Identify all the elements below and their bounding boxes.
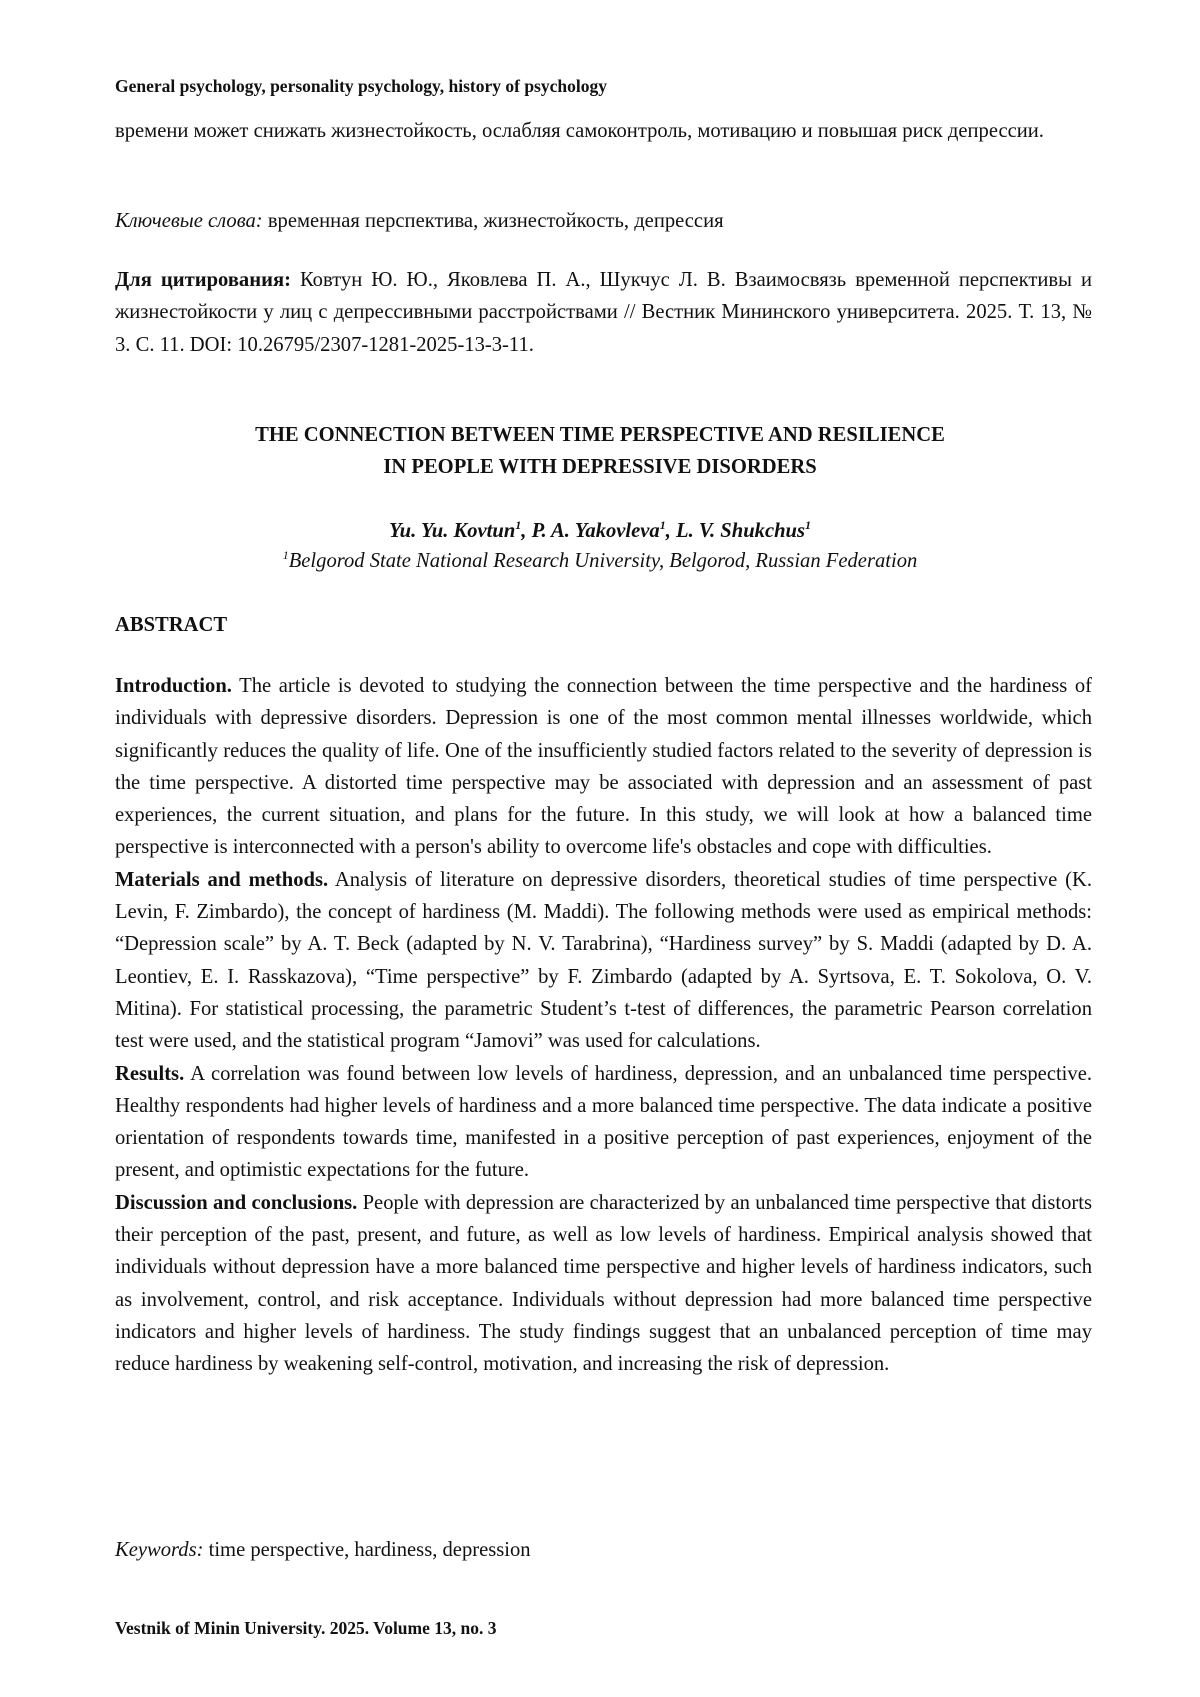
ru-keywords: [115, 205, 1092, 237]
ru-keywords-label: Ключевые слова:: [115, 210, 263, 232]
author: P. A. Yakovleva: [531, 520, 660, 542]
abstract-discussion: [115, 1187, 1092, 1381]
ru-citation-text: Ковтун Ю. Ю., Яковлева П. А., Шукчус Л. В. Взаимосвязь временной перспективы и жизнестойкости у лиц с депрессивными расстройствами // Вестник Мининского университета. 2025. Т. 13, № 3. С. 11. DOI: 10.26795/2307-1281-2025-13-3-11.: [115, 269, 1092, 356]
affiliation-text: Belgorod State National Research University, Belgorod, Russian Federation: [288, 550, 918, 572]
section-text: The article is devoted to studying the connection between the time perspective and the hardiness of individuals with depressive disorders. Depression is one of the most common mental illnesses worldwide, which significantly reduces the quality of life. One of the insufficiently studied factors related to the severity of depression is the time perspective. A distorted time perspective may be associated with depression and an assessment of past experiences, the current situation, and plans for the future. In this study, we will look at how a balanced time perspective is interconnected with a person's ability to overcome life's obstacles and cope with difficulties.: [115, 675, 1092, 859]
abstract-methods: [115, 864, 1092, 1058]
author-affiliation-mark: 1: [805, 518, 812, 533]
abstract-results: [115, 1058, 1092, 1187]
section-label: Discussion and conclusions.: [115, 1191, 358, 1214]
title-line-2: IN PEOPLE WITH DEPRESSIVE DISORDERS: [383, 456, 817, 479]
authors: Yu. Yu. Kovtun$^1$, P. A. Yakovleva$^1$, L. V. Shukchus$^1$: [388, 518, 812, 542]
page-footer: Vestnik of Minin University. 2025. Volume 13, no. 3: [115, 1618, 497, 1638]
title-line-1: THE CONNECTION BETWEEN TIME PERSPECTIVE AND RESILIENCE: [255, 424, 945, 446]
keywords: [115, 1534, 1092, 1566]
author-affiliation-mark: 1: [659, 518, 666, 533]
section-label: Materials and methods.: [115, 868, 329, 891]
section-label: Results.: [115, 1062, 185, 1085]
abstract-body: [115, 670, 1092, 1381]
affiliation: [0, 545, 1200, 577]
keywords-text: time perspective, hardiness, depression: [203, 1539, 531, 1561]
author: Yu. Yu. Kovtun: [388, 520, 516, 542]
running-header: General psychology, personality psychology, history of psychology: [115, 76, 607, 96]
ru-citation-label: Для цитирования:: [115, 269, 291, 291]
author-affiliation-mark: 1: [515, 518, 522, 533]
ru-abstract-end: времени может снижать жизнестойкость, ослабляя самоконтроль, мотивацию и повышая риск депрессии.: [115, 120, 1044, 142]
ru-keywords-text: временная перспектива, жизнестойкость, депрессия: [262, 210, 724, 232]
section-text: Analysis of literature on depressive disorders, theoretical studies of time perspective (K. Levin, F. Zimbardo), the concept of hardiness (M. Maddi). The following methods were used as empirical methods: “Depression scale” by A. T. Beck (adapted by N. V. Tarabrina), “Hardiness survey” by S. Maddi (adapted by D. A. Leontiev, E. I. Rasskazova), “Time perspective” by F. Zimbardo (adapted by A. Syrtsova, E. T. Sokolova, O. V. Mitina). For statistical processing, the parametric Student’s t-test of differences, the parametric Pearson correlation test were used, and the statistical program “Jamovi” was used for calculations.: [115, 868, 1092, 1053]
abstract-introduction: [115, 670, 1092, 864]
article-title: [0, 419, 1200, 484]
section-label: Introduction.: [115, 675, 232, 697]
affiliation-mark: 1: [282, 548, 289, 563]
section-text: People with depression are characterized by an unbalanced time perspective that distorts their perception of the past, present, and future, as well as low levels of hardiness. Empirical analysis showed that individuals without depression have a more balanced time perspective and higher levels of hardiness indicators, such as involvement, control, and risk acceptance. Individuals without depression had more balanced time perspective indicators and higher levels of hardiness. The study findings suggest that an unbalanced perception of time may reduce hardiness by weakening self-control, motivation, and increasing the risk of depression.: [115, 1191, 1092, 1376]
ru-citation: [115, 264, 1092, 361]
keywords-label: Keywords:: [115, 1539, 204, 1561]
section-text: A correlation was found between low levels of hardiness, depression, and an unbalanced time perspective. Healthy respondents had higher levels of hardiness and a more balanced time perspective. The data indicate a positive orientation of respondents towards time, manifested in a positive perception of past experiences, enjoyment of the present, and optimistic expectations for the future.: [115, 1062, 1092, 1182]
author: L. V. Shukchus: [676, 520, 806, 542]
abstract-heading: ABSTRACT: [115, 614, 228, 636]
